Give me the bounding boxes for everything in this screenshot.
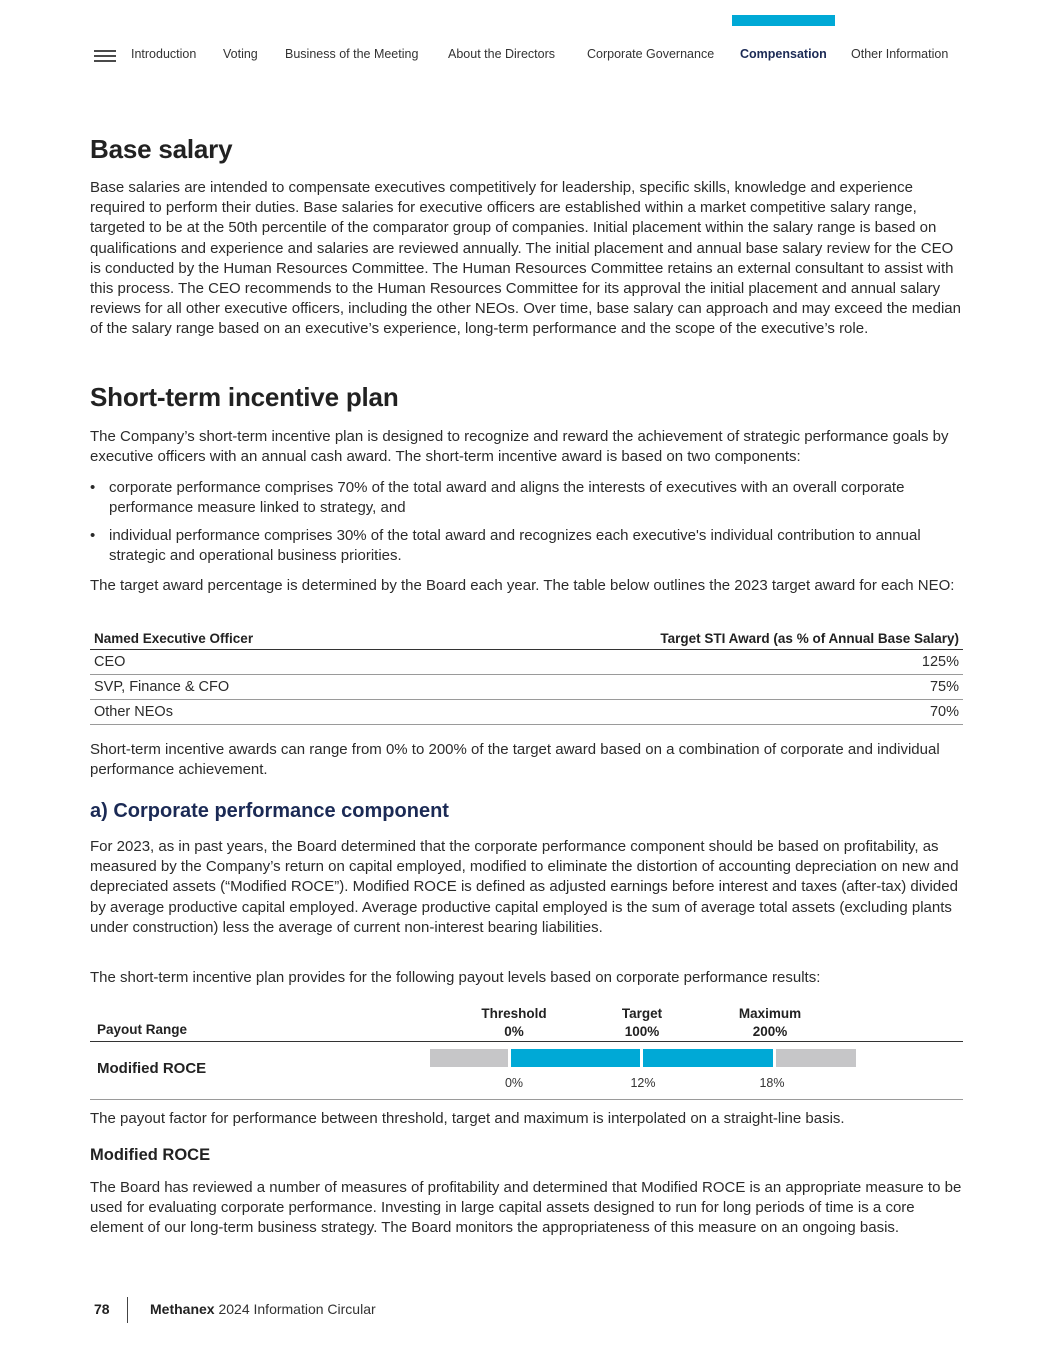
target-level — [592, 1005, 692, 1041]
threshold-to-target-segment — [511, 1049, 640, 1067]
base-salary-heading: Base salary — [90, 134, 233, 164]
level-name: Maximum — [738, 1006, 802, 1021]
hamburger-menu-icon[interactable] — [94, 50, 116, 64]
table-cell: SVP, Finance & CFO — [90, 675, 398, 700]
column-header: Target STI Award (as % of Annual Base Salary) — [398, 631, 963, 650]
level-name: Target — [621, 1006, 663, 1021]
above-maximum-segment — [776, 1049, 856, 1067]
corporate-performance-heading: a) Corporate performance component — [90, 800, 449, 822]
base-salary-paragraph: Base salaries are intended to compensate executives competitively for leadership, specific skills, knowledge and experience required to perform their duties. Base salaries for executive officers are established within a market competitive salary range, targeted to be at the 50th percentile of the comparator group of companies. Initial placement within the salary range is based on qualifications and experience and salaries are reviewed annually. The initial placement and annual base salary review for the CEO is conducted by the Human Resources Committee. The Human Resources Committee retains an external consultant to assist with this process. The CEO recommends to the Human Resources Committee for its approval the initial placement and annual salary reviews for all other executive officers, including the other NEOs. Over time, base salary can approach and may exceed the median of the salary range based on an executive’s experience, long-term performance and the scope of the executive’s role. — [90, 179, 961, 338]
payout-intro-paragraph: The short-term incentive plan provides for the following payout levels based on corporate performance results: — [90, 969, 821, 986]
level-payout: 100% — [624, 1024, 660, 1039]
payout-header — [90, 1003, 963, 1042]
maximum-level — [720, 1005, 820, 1041]
threshold-level — [464, 1005, 564, 1041]
modified-roce-heading: Modified ROCE — [90, 1146, 211, 1164]
document-title: 2024 Information Circular — [218, 1301, 376, 1317]
corporate-performance-paragraph: For 2023, as in past years, the Board determined that the corporate performance component should be based on profitability, as measured by the Company’s return on capital employed, modified to eliminate the distortion of accounting depreciation on new and depreciated assets (“Modified ROCE”). Modified ROCE is defined as adjusted earnings before interest and taxes (after-tax) divided by average productive capital employed. Average productive capital employed is the sum of average total assets (excluding plants under construction) less the average of current non-interest bearing liabilities. — [90, 838, 959, 936]
interpolation-note: The payout factor for performance between threshold, target and maximum is interpolated on a straight-line basis. — [90, 1110, 845, 1127]
nav-item-corporate-governance[interactable]: Corporate Governance — [587, 47, 715, 61]
list-item: • individual performance comprises 30% of the total award and recognizes each executive's individual contribution to annual strategic and operational business priorities. — [90, 526, 963, 566]
page-number: 78 — [94, 1301, 110, 1317]
company-name: Methanex — [150, 1301, 215, 1317]
target-award-paragraph: The target award percentage is determined by the Board each year. The table below outlines the 2023 target award for each NEO: — [90, 577, 955, 594]
table-row — [90, 700, 963, 725]
roce-tick-label: 18% — [759, 1076, 785, 1090]
nav-item-other-information[interactable]: Other Information — [851, 47, 949, 61]
table-cell: Other NEOs — [90, 700, 398, 725]
sti-intro-paragraph: The Company’s short-term incentive plan is designed to recognize and reward the achievement of strategic performance goals by executive officers with an annual cash award. The short-term incentive award is based on two components: — [90, 428, 949, 466]
nav-item-compensation[interactable]: Compensation — [740, 47, 827, 61]
nav-item-business-of-the-meeting[interactable]: Business of the Meeting — [285, 47, 419, 61]
nav-item-voting[interactable]: Voting — [223, 47, 258, 61]
modified-roce-row-label: Modified ROCE — [97, 1060, 207, 1077]
payout-range-label: Payout Range — [97, 1022, 188, 1037]
list-item: • corporate performance comprises 70% of the total award and aligns the interests of executives with an overall corporate performance measure linked to strategy, and — [90, 478, 963, 518]
table-row — [90, 650, 963, 675]
level-payout: 200% — [752, 1024, 788, 1039]
payout-range-scale — [90, 1003, 963, 1103]
table-header-row — [90, 631, 963, 650]
table-row — [90, 675, 963, 700]
table-cell: CEO — [90, 650, 398, 675]
table-cell: 75% — [398, 675, 963, 700]
level-payout: 0% — [504, 1024, 524, 1039]
footer-document-title — [150, 1301, 376, 1317]
award-range-paragraph: Short-term incentive awards can range from 0% to 200% of the target award based on a combination of corporate and individual performance achievement. — [90, 741, 940, 779]
roce-tick-label: 12% — [630, 1076, 656, 1090]
table-cell: 125% — [398, 650, 963, 675]
sti-heading: Short-term incentive plan — [90, 382, 399, 412]
below-threshold-segment — [430, 1049, 508, 1067]
nav-item-introduction[interactable]: Introduction — [131, 47, 197, 61]
level-name: Threshold — [481, 1006, 547, 1021]
footer-divider — [127, 1297, 128, 1323]
divider — [90, 1099, 963, 1100]
top-navigation — [0, 0, 1055, 80]
active-section-indicator — [732, 15, 835, 26]
table-cell: 70% — [398, 700, 963, 725]
column-header: Named Executive Officer — [90, 631, 398, 650]
nav-item-about-the-directors[interactable]: About the Directors — [448, 47, 555, 61]
roce-tick-label: 0% — [504, 1076, 524, 1090]
sti-component-list — [90, 478, 963, 566]
target-to-maximum-segment — [643, 1049, 773, 1067]
sti-target-table — [90, 631, 963, 725]
modified-roce-paragraph: The Board has reviewed a number of measures of profitability and determined that Modified ROCE is an appropriate measure to be used for evaluating corporate performance. Investing in large capital assets designed to run for long periods of time is a core element of our long-term business strategy. The Board monitors the appropriateness of this measure on an ongoing basis. — [90, 1179, 962, 1237]
